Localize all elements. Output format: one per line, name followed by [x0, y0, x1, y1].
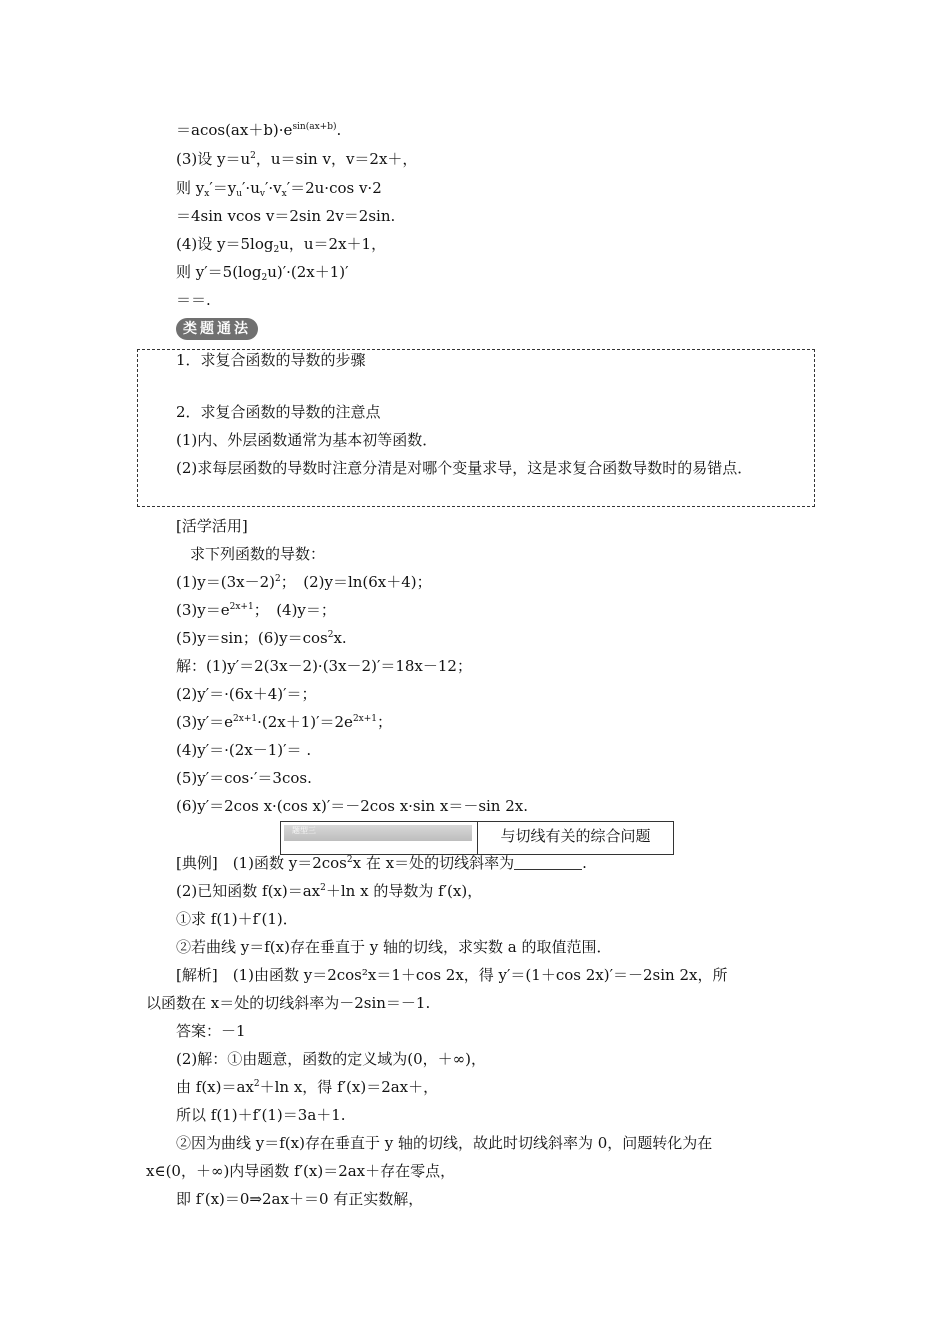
text-line: (5)y′＝cos·′＝3cos. — [176, 769, 312, 787]
answer-blank — [514, 855, 582, 870]
text-line: 则 $y'=5(\log_2u)'\cdot(2x+1)'$ — [176, 263, 349, 283]
text-line: ②因为曲线 y＝f(x)存在垂直于 y 轴的切线，故此时切线斜率为 0，问题转化为在 — [176, 1134, 713, 1152]
text-line: (3)设 $y=u^2$，u＝sin v，v＝2x＋， — [176, 150, 418, 168]
text-line: $(1)y=(3x-2)^2$； (2)y＝ln(6x＋4)； — [176, 573, 432, 591]
text-line: x∈(0，＋∞)内导函数 f′(x)＝2ax＋存在零点， — [146, 1162, 456, 1180]
text-line: (5)y＝sin；$(6)y=\cos^2x$. — [176, 629, 347, 647]
text-line: (6)y′＝2cos x·(cos x)′＝－2cos x·sin x＝－sin 2x. — [176, 797, 529, 815]
box-line: (2)求每层函数的导数时注意分清是对哪个变量求导，这是求复合函数导数时的易错点． — [176, 459, 753, 477]
text-line: (4)y′＝·(2x－1)′＝ . — [176, 741, 312, 759]
topic-tag: 题型三 — [284, 825, 472, 841]
text-line: $(3)y=e^{2x+1}$； (4)y＝； — [176, 601, 336, 619]
text-line: $(3)y'=e^{2x+1}\cdot(2x+1)'=2e^{2x+1}$； — [176, 713, 393, 731]
text-line: $=acos(ax+b)\cdot e^{sin(ax+b)}$. — [176, 121, 342, 139]
category-badge: 类题通法 — [176, 318, 258, 340]
text-line: 解：(1)y′＝2(3x－2)·(3x－2)′＝18x－12； — [176, 657, 472, 675]
text-line: 答案：－1 — [176, 1022, 246, 1040]
method-summary-box — [137, 349, 815, 507]
box-line: 1．求复合函数的导数的步骤 — [176, 351, 366, 369]
text-line: (2)解：①由题意，函数的定义域为(0，＋∞)， — [176, 1050, 486, 1068]
text-line: 以函数在 x＝处的切线斜率为－2sin＝－1. — [146, 994, 431, 1012]
text-line: (2)已知函数 $f(x)=ax^2+\ln$ x 的导数为 f′(x)， — [176, 882, 483, 900]
text-line: [解析] (1)由函数 y＝2cos²x＝1＋cos 2x，得 y′＝(1＋cos 2x)′＝－2sin 2x，所 — [176, 966, 728, 984]
text-line: 由 $f(x)=ax^2+\ln$ x，得 f′(x)＝2ax＋， — [176, 1078, 439, 1096]
box-line: 2．求复合函数的导数的注意点 — [176, 403, 381, 421]
text-line: [典例] (1)函数 $y=2\cos^2x$ 在 x＝处的切线斜率为 . — [176, 854, 587, 872]
text-line: ②若曲线 y＝f(x)存在垂直于 y 轴的切线，求实数 a 的取值范围． — [176, 938, 612, 956]
topic-title: 与切线有关的综合问题 — [500, 827, 651, 845]
practice-heading: [活学活用] — [176, 517, 248, 535]
text-line: (4)设 $y=5\log_2u$，u＝2x＋1， — [176, 235, 387, 255]
text-line: 即 f′(x)＝0⇒2ax＋＝0 有正实数解， — [176, 1190, 424, 1208]
text-line: ＝4sin vcos v＝2sin 2v＝2sin. — [176, 207, 396, 225]
text-line: 所以 f(1)＋f′(1)＝3a＋1. — [176, 1106, 346, 1124]
text-line: ＝＝. — [176, 291, 211, 309]
practice-question: 求下列函数的导数： — [190, 545, 326, 563]
text-line: ①求 f(1)＋f′(1)． — [176, 910, 298, 928]
topic-header — [280, 821, 674, 855]
text-line: (2)y′＝·(6x＋4)′＝； — [176, 685, 317, 703]
box-line: (1)内、外层函数通常为基本初等函数． — [176, 431, 438, 449]
text-line: 则 $y_x'=y_u'\cdot u_v'\cdot v_x'=2u\cdot\cos$ v·2 — [176, 179, 382, 199]
